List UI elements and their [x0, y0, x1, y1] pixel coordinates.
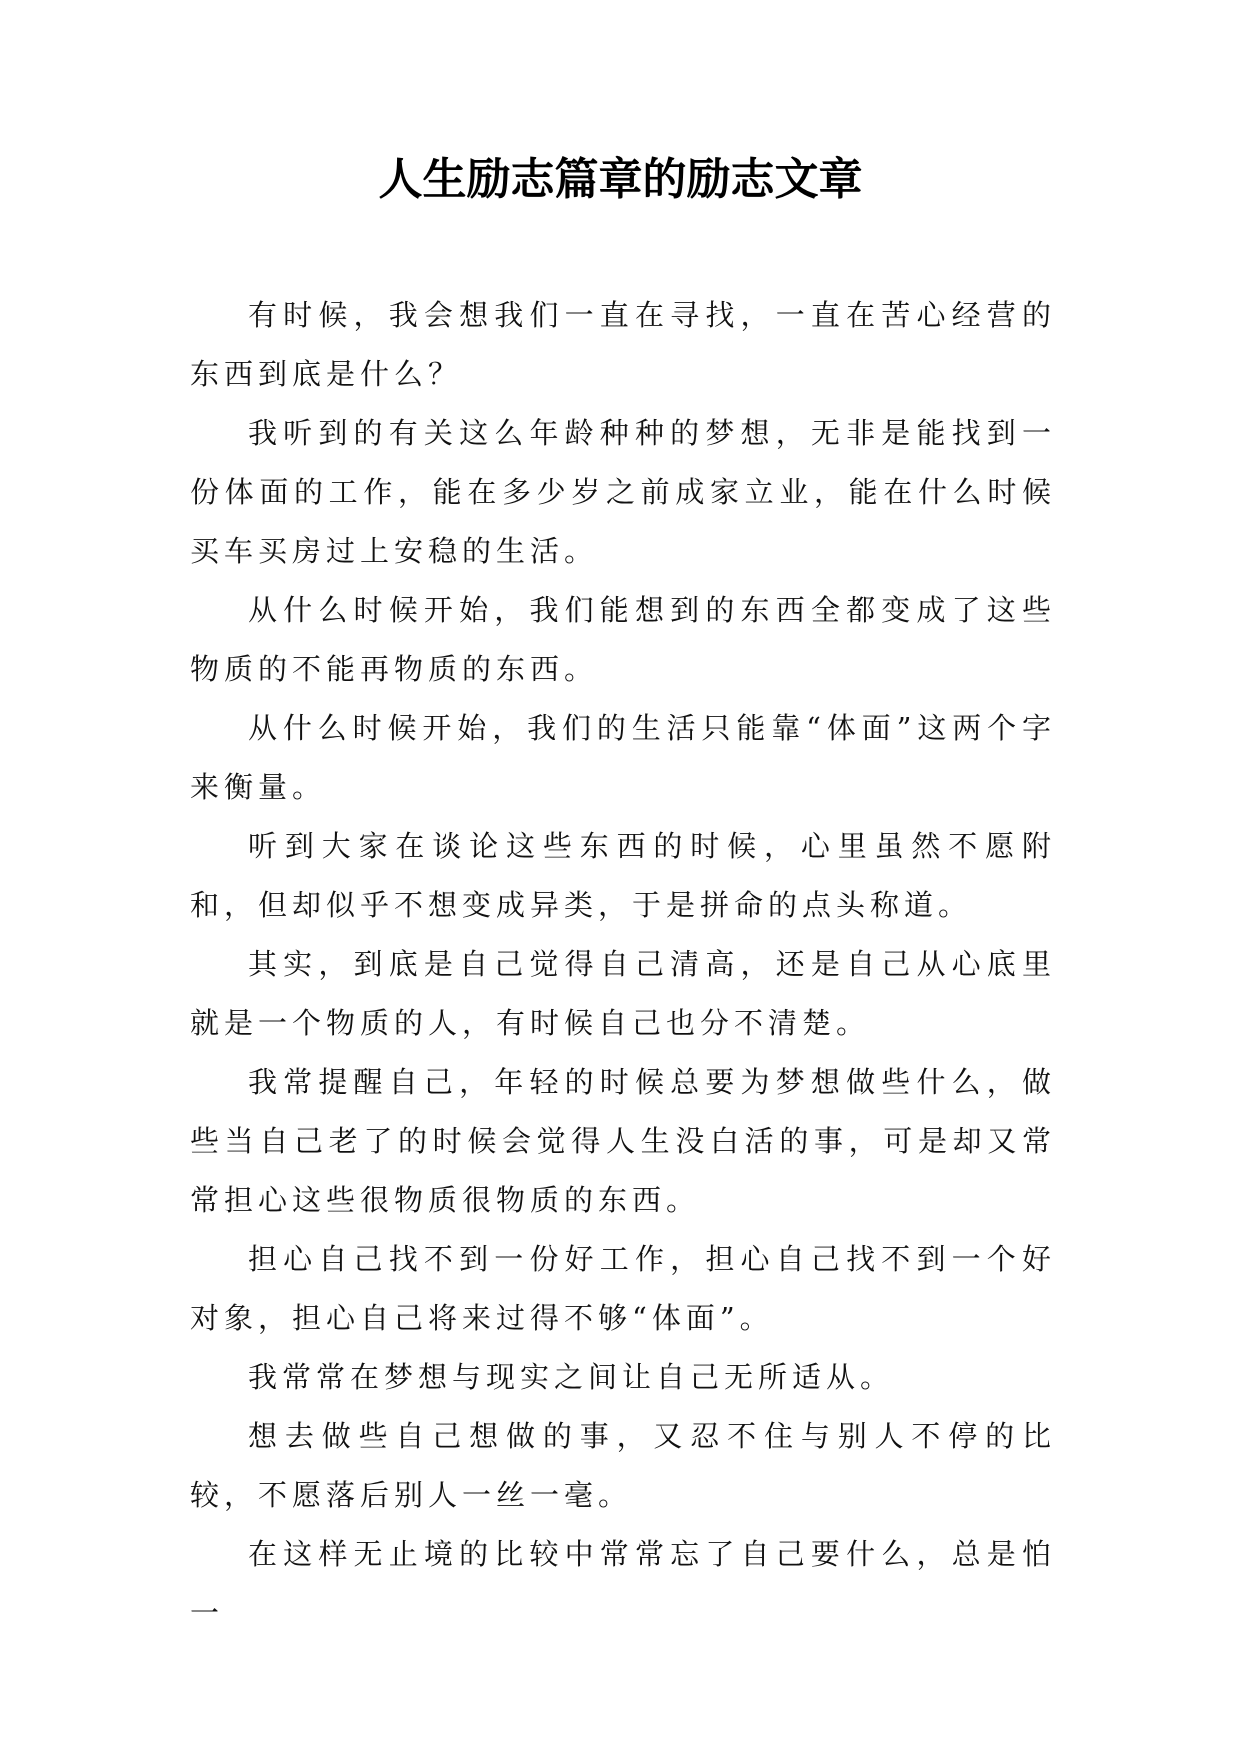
paragraph: 在这样无止境的比较中常常忘了自己要什么，总是怕一	[190, 1537, 1056, 1630]
paragraph: 我常提醒自己，年轻的时候总要为梦想做些什么，做些当自己老了的时候会觉得人生没白活的事，可是却又常常担心这些很物质很物质的东西。	[190, 1065, 1056, 1217]
paragraph: 从什么时候开始，我们的生活只能靠“体面”这两个字来衡量。	[190, 711, 1056, 804]
paragraph: 我常常在梦想与现实之间让自己无所适从。	[248, 1360, 895, 1394]
paragraph: 听到大家在谈论这些东西的时候，心里虽然不愿附和，但却似乎不想变成异类，于是拼命的点头称道。	[190, 829, 1056, 922]
document-title: 人生励志篇章的励志文章	[378, 154, 863, 205]
document-body	[190, 286, 1056, 1643]
paragraph: 其实，到底是自己觉得自己清高，还是自己从心底里就是一个物质的人，有时候自己也分不清楚。	[190, 947, 1056, 1040]
paragraph: 想去做些自己想做的事，又忍不住与别人不停的比较，不愿落后别人一丝一毫。	[190, 1419, 1056, 1512]
paragraph: 从什么时候开始，我们能想到的东西全都变成了这些物质的不能再物质的东西。	[190, 593, 1056, 686]
paragraph: 担心自己找不到一份好工作，担心自己找不到一个好对象，担心自己将来过得不够“体面”。	[190, 1242, 1056, 1335]
paragraph: 我听到的有关这么年龄种种的梦想，无非是能找到一份体面的工作，能在多少岁之前成家立业，能在什么时候买车买房过上安稳的生活。	[190, 416, 1056, 568]
paragraph: 有时候，我会想我们一直在寻找，一直在苦心经营的东西到底是什么？	[190, 298, 1056, 391]
